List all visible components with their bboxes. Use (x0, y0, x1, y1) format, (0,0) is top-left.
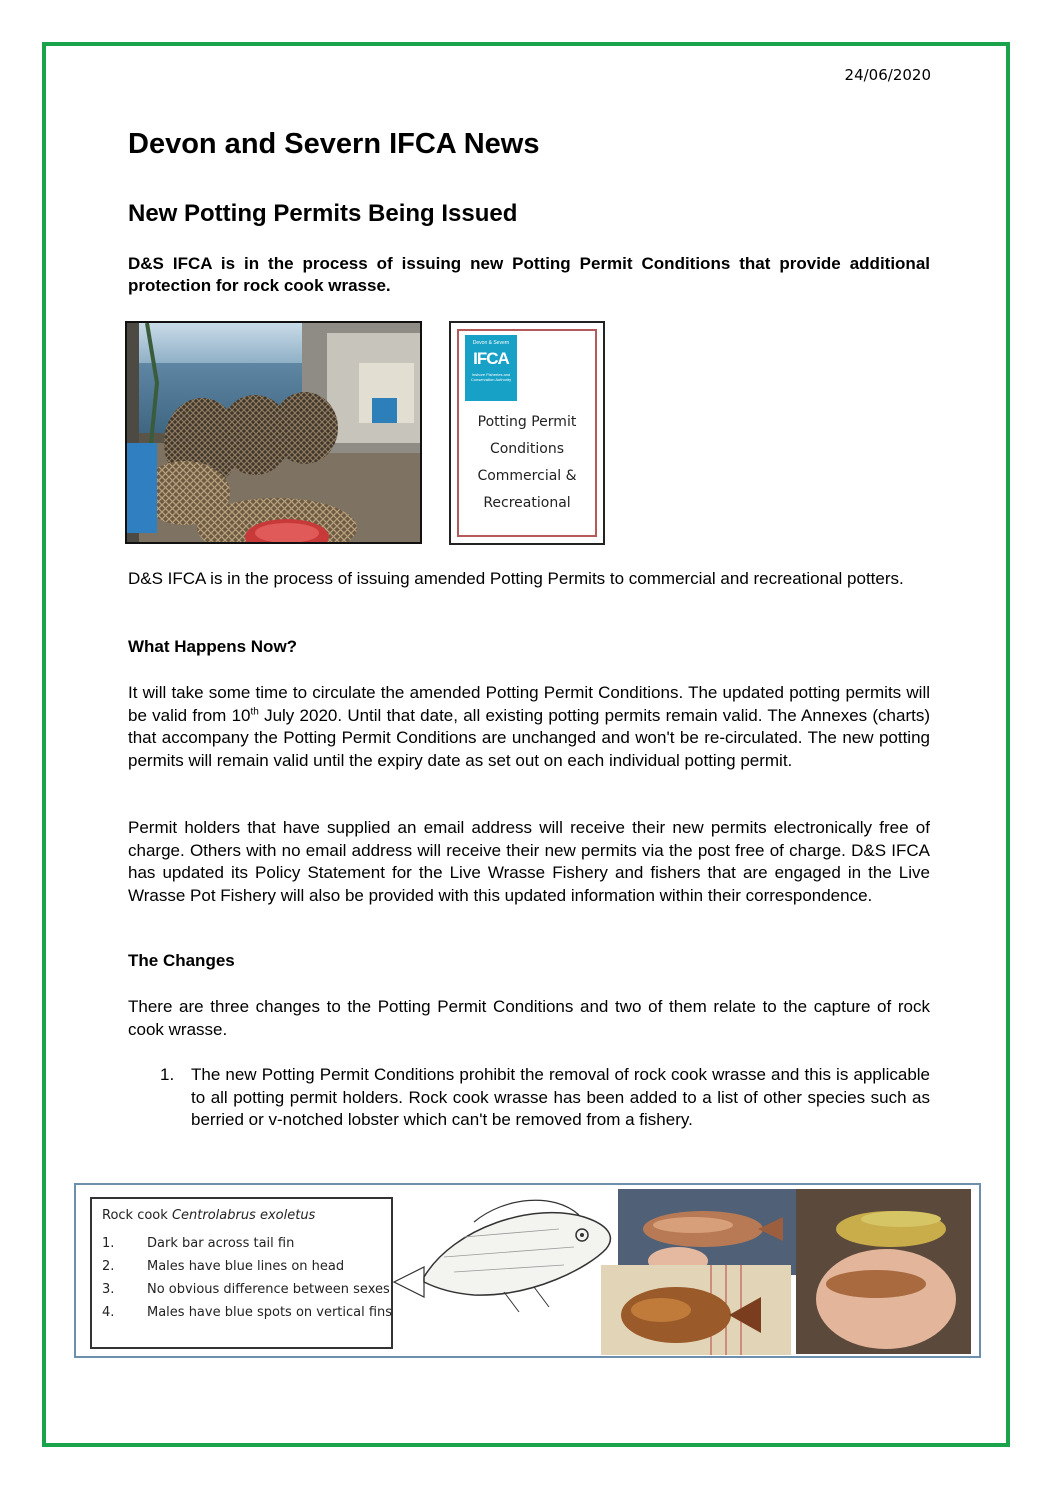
email-paragraph: Permit holders that have supplied an email address will receive their new permits electronically free of charge. Others with no email address will receive their new permits via the post free of charge. D&S IFCA has updated its Policy Statement for the Live Wrasse Fishery and fishers that are engaged in the Live Wrasse Pot Fishery will also be provided with this updated information within their correspondence. (128, 818, 930, 905)
document-date: 24/06/2020 (844, 66, 931, 84)
cover-line: Recreational (483, 495, 571, 511)
wrasse-on-ruler-photo (601, 1265, 791, 1355)
cover-line: Commercial & (477, 468, 577, 484)
fish-illustration (384, 1187, 624, 1317)
wrasse-in-hand-photo (796, 1189, 971, 1354)
cover-line: Conditions (489, 441, 565, 457)
changes-intro-paragraph: There are three changes to the Potting Permit Conditions and two of them relate to the capture of rock cook wrasse. (128, 997, 930, 1039)
intro-paragraph: D&S IFCA is in the process of issuing amended Potting Permits to commercial and recreational potters. (128, 569, 904, 588)
page-title: Devon and Severn IFCA News (128, 128, 540, 160)
species-heading: Rock cook Centrolabrus exoletus (102, 1208, 316, 1223)
article-subtitle: New Potting Permits Being Issued (128, 200, 518, 227)
permit-document-cover (449, 321, 605, 545)
validity-paragraph: It will take some time to circulate the amended Potting Permit Conditions. The updated potting permits will be valid from 10th July 2020. Until that date, all existing potting permits remain valid. The Annexes (charts) that accompany the Potting Permit Conditions are unchanged and won't be re-circulated. The new potting permits will remain valid until the expiry date as set out on each individual potting permit. (128, 683, 930, 770)
cover-line: Potting Permit (477, 414, 577, 430)
identification-card: Rock cook Centrolabrus exoletus 1. Dark bar across tail fin 2. Males have blue lines on head 3. No obvious difference between sexes 4. Males have blue spots on vertical fins (90, 1197, 393, 1349)
cover-title (451, 409, 603, 517)
rock-cook-identification-figure (74, 1183, 981, 1358)
wrasse-photo (618, 1189, 798, 1275)
lead-paragraph: D&S IFCA is in the process of issuing new Potting Permit Conditions that provide additional protection for rock cook wrasse. (128, 254, 930, 295)
boat-pots-photo (125, 321, 422, 544)
list-item-text: The new Potting Permit Conditions prohibit the removal of rock cook wrasse and this is applicable to all potting permit holders. Rock cook wrasse has been added to a list of other species such as berried or v-notched lobster which can't be removed from a fishery. (191, 1065, 930, 1129)
heading-the-changes: The Changes (128, 951, 235, 970)
list-item-number: 1. (160, 1065, 175, 1084)
ifca-logo: Devon & Severn IFCA Inshore Fisheries and Conservation Authority (465, 335, 517, 401)
heading-what-happens-now: What Happens Now? (128, 637, 298, 656)
